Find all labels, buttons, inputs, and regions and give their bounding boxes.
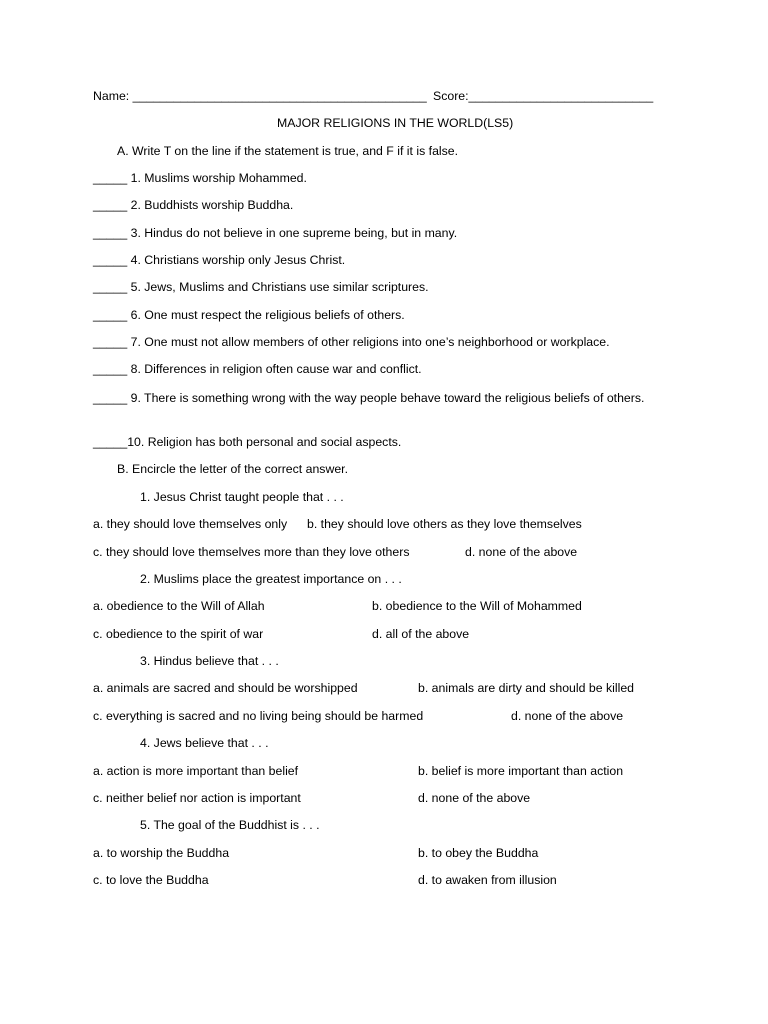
question-5: 5. The goal of the Buddhist is . . . bbox=[140, 818, 320, 832]
q2-choice-b: b. obedience to the Will of Mohammed bbox=[372, 599, 582, 613]
part-a-item: _____ 6. One must respect the religious beliefs of others. bbox=[93, 308, 405, 322]
part-a-item: _____10. Religion has both personal and social aspects. bbox=[93, 435, 402, 449]
question-2: 2. Muslims place the greatest importance on . . . bbox=[140, 572, 402, 586]
part-a-item: _____ 3. Hindus do not believe in one supreme being, but in many. bbox=[93, 226, 458, 240]
part-a-item: _____ 7. One must not allow members of other religions into one’s neighborhood or workplace. bbox=[93, 335, 610, 349]
q4-choice-d: d. none of the above bbox=[418, 791, 531, 805]
q5-choice-c: c. to love the Buddha bbox=[93, 873, 209, 887]
q4-choice-c: c. neither belief nor action is important bbox=[93, 791, 301, 805]
q3-choice-a: a. animals are sacred and should be worshipped bbox=[93, 681, 358, 695]
part-a-item: _____ 2. Buddhists worship Buddha. bbox=[93, 198, 294, 212]
q1-choice-a: a. they should love themselves only bbox=[93, 517, 288, 531]
part-b-instruction: B. Encircle the letter of the correct answer. bbox=[117, 462, 349, 476]
q1-choice-b: b. they should love others as they love themselves bbox=[307, 517, 582, 531]
part-a-item: _____ 8. Differences in religion often cause war and conflict. bbox=[93, 362, 422, 376]
part-a-item: _____ 5. Jews, Muslims and Christians use similar scriptures. bbox=[93, 280, 429, 294]
q5-choice-a: a. to worship the Buddha bbox=[93, 846, 230, 860]
q1-choice-d: d. none of the above bbox=[465, 545, 578, 559]
q5-choice-d: d. to awaken from illusion bbox=[418, 873, 557, 887]
q2-choice-d: d. all of the above bbox=[372, 627, 470, 641]
q4-choice-b: b. belief is more important than action bbox=[418, 764, 624, 778]
part-a-instruction: A. Write T on the line if the statement is true, and F if it is false. bbox=[117, 144, 459, 158]
question-4: 4. Jews believe that . . . bbox=[140, 736, 269, 750]
q2-choice-a: a. obedience to the Will of Allah bbox=[93, 599, 265, 613]
part-a-item: _____ 1. Muslims worship Mohammed. bbox=[93, 171, 307, 185]
worksheet-title: MAJOR RELIGIONS IN THE WORLD(LS5) bbox=[277, 116, 514, 130]
q2-choice-c: c. obedience to the spirit of war bbox=[93, 627, 264, 641]
q3-choice-b: b. animals are dirty and should be killed bbox=[418, 681, 635, 695]
q3-choice-d: d. none of the above bbox=[511, 709, 624, 723]
q3-choice-c: c. everything is sacred and no living being should be harmed bbox=[93, 709, 424, 723]
q4-choice-a: a. action is more important than belief bbox=[93, 764, 299, 778]
question-3: 3. Hindus believe that . . . bbox=[140, 654, 279, 668]
q1-choice-c: c. they should love themselves more than they love others bbox=[93, 545, 410, 559]
score-line: Score:___________________________ bbox=[433, 89, 654, 103]
question-1: 1. Jesus Christ taught people that . . . bbox=[140, 490, 344, 504]
part-a-item: _____ 4. Christians worship only Jesus Christ. bbox=[93, 253, 346, 267]
name-line: Name: ___________________________________________ bbox=[93, 89, 427, 103]
part-a-item: _____ 9. There is something wrong with the way people behave toward the religious beliefs of others. bbox=[93, 391, 645, 405]
q5-choice-b: b. to obey the Buddha bbox=[418, 846, 539, 860]
